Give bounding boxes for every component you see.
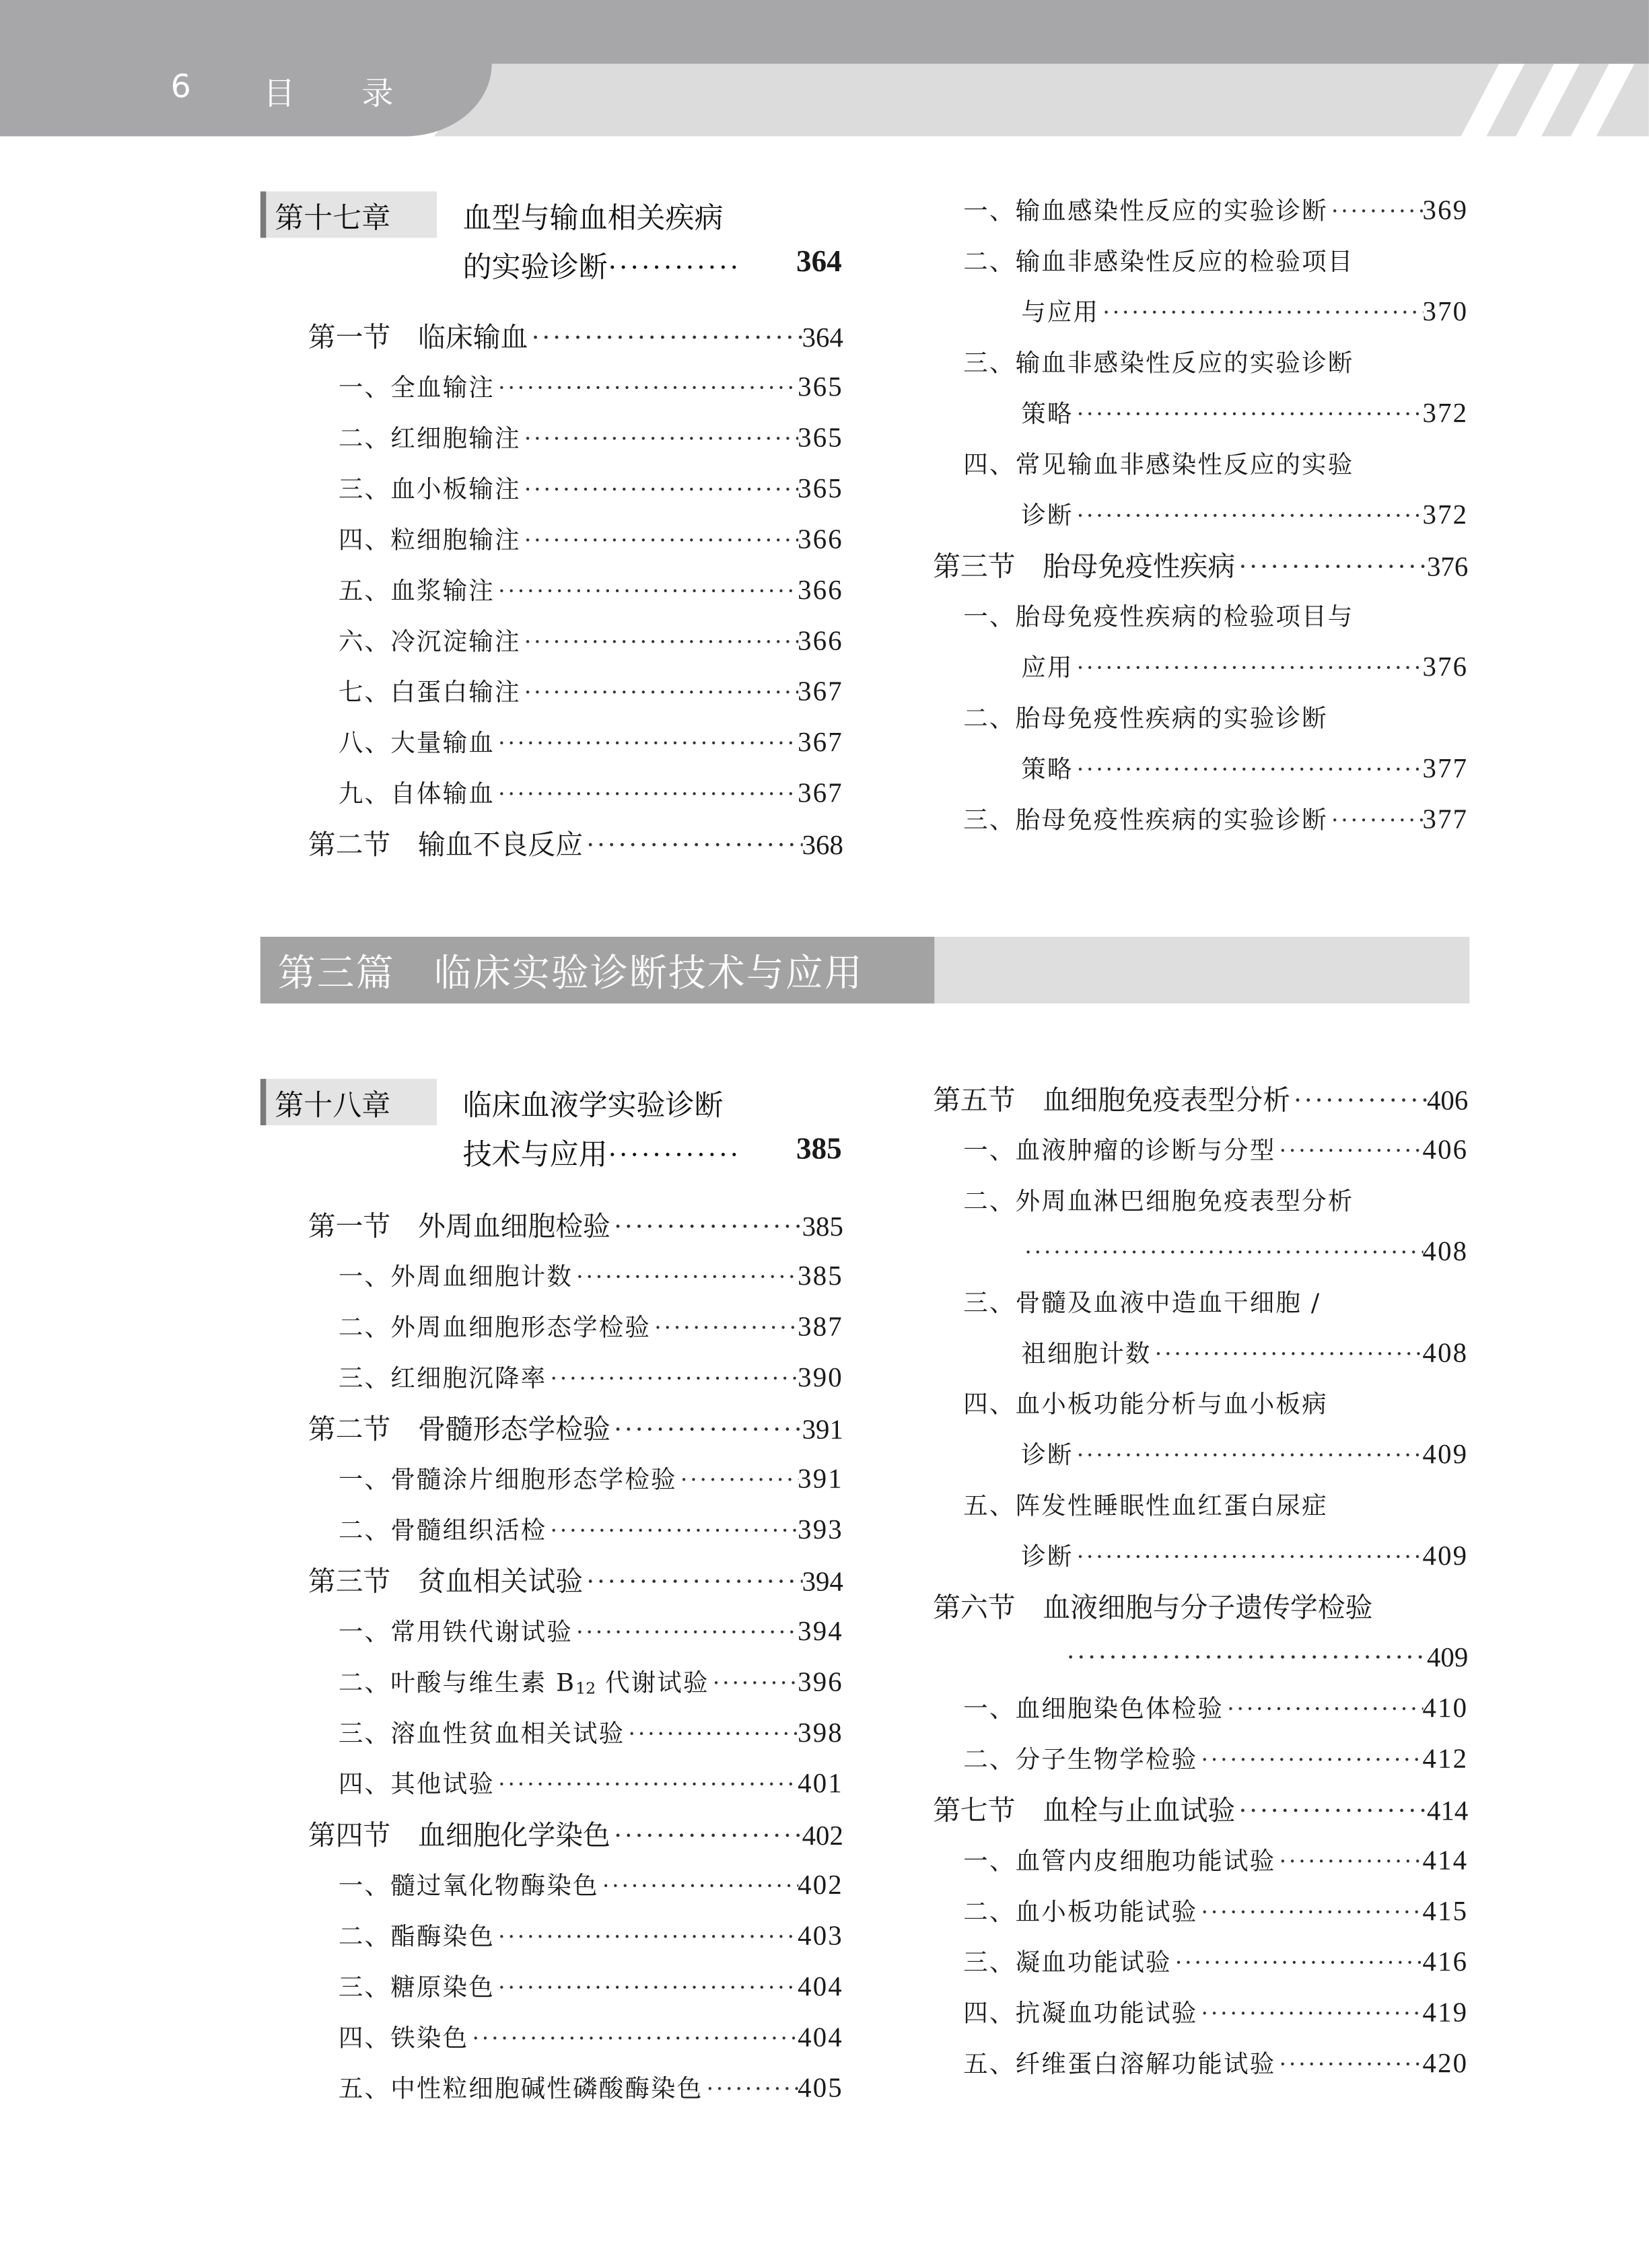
page-ref: 414	[1426, 1796, 1469, 1827]
chapter-title-line2: 的实验诊断	[462, 249, 608, 285]
running-title: 目录	[263, 77, 460, 114]
page-ref: 401	[798, 1769, 843, 1800]
item-title: 三、糖原染色	[338, 1973, 495, 2003]
item-title: 二、酯酶染色	[338, 1923, 495, 1952]
item-title: 三、红细胞沉降率	[338, 1364, 547, 1394]
chapter-title: 血型与输血相关疾病	[462, 200, 724, 236]
leader-dots	[1224, 1688, 1422, 1732]
leader-dots	[528, 318, 802, 361]
chapter-label: 第十八章	[275, 1088, 391, 1123]
toc-item[interactable]	[963, 2043, 1468, 2087]
leader-dots	[495, 1966, 798, 2010]
leader-dots	[1074, 647, 1423, 690]
item-title: 四、粒细胞输注	[338, 526, 521, 556]
page-ref: 367	[798, 728, 843, 758]
leader-dots	[625, 1713, 798, 1757]
leader-dots	[1099, 291, 1422, 335]
leader-dots	[583, 825, 802, 869]
leader-dots	[599, 1865, 798, 1909]
toc-item[interactable]	[339, 2068, 843, 2112]
page-ref: 405	[798, 2074, 843, 2104]
section-title: 第五节 血细胞免疫表型分析	[933, 1084, 1290, 1117]
section-title: 第一节 外周血细胞检验	[308, 1211, 610, 1243]
page-ref: 406	[1426, 1086, 1469, 1117]
leader-dots	[583, 1562, 802, 1606]
toc-item[interactable]	[1021, 495, 1468, 538]
leader-dots	[709, 1662, 798, 1705]
chapter-page: 364	[796, 243, 842, 279]
toc-item[interactable]	[339, 773, 843, 816]
chapter-label: 第十七章	[275, 200, 391, 236]
leader-dots	[1275, 1840, 1422, 1884]
item-title-line1: 三、输血非感染性反应的实验诊断	[963, 349, 1354, 379]
leader-dots	[1328, 190, 1423, 234]
page-ref: 377	[1422, 754, 1469, 785]
toc-item[interactable]	[339, 722, 843, 766]
page-ref: 377	[1422, 804, 1469, 836]
leader-dots	[1063, 1637, 1427, 1681]
item-title: 五、血浆输注	[338, 577, 495, 606]
page-ref: 391	[802, 1415, 843, 1446]
toc-item[interactable]	[339, 418, 843, 462]
toc-section[interactable]	[308, 316, 843, 360]
page-ref: 408	[1422, 1338, 1469, 1370]
item-title-part: 二、叶酸与维生素 B	[338, 1669, 576, 1699]
item-title: 五、中性粒细胞碱性磷酸酶染色	[338, 2075, 703, 2104]
page-number: 6	[170, 69, 191, 106]
toc-item[interactable]	[963, 1840, 1468, 1884]
toc-item[interactable]	[963, 1130, 1468, 1174]
toc-item[interactable]	[339, 1611, 843, 1655]
page-ref: 369	[1422, 195, 1469, 227]
item-title-line1: 一、胎母免疫性疾病的检验项目与	[963, 603, 1354, 633]
toc-item[interactable]	[339, 672, 843, 715]
leader-dots	[521, 621, 798, 664]
page-ref: 365	[798, 372, 843, 404]
leader-dots	[1235, 546, 1427, 590]
item-title-part: 代谢试验	[596, 1669, 709, 1699]
leader-dots	[610, 1816, 802, 1859]
toc-item[interactable]	[963, 1688, 1468, 1732]
toc-section[interactable]	[1063, 1637, 1469, 1681]
leader-dots	[547, 1510, 798, 1553]
toc-section[interactable]	[308, 1814, 843, 1858]
toc-item[interactable]	[339, 1763, 843, 1807]
toc-item[interactable]	[963, 1738, 1468, 1782]
item-title: 一、常用铁代谢试验	[338, 1618, 573, 1647]
toc-item[interactable]	[339, 1966, 843, 2010]
toc-item[interactable]	[339, 1459, 843, 1503]
page-ref: 402	[802, 1821, 843, 1852]
toc-item[interactable]	[963, 1942, 1468, 1985]
page-ref: 406	[1422, 1135, 1469, 1166]
page-ref: 387	[798, 1312, 843, 1343]
toc-section[interactable]	[933, 1789, 1468, 1833]
item-title: 二、血小板功能试验	[963, 1898, 1198, 1927]
leader-dots	[1074, 393, 1423, 437]
item-title-line1: 三、骨髓及血液中造血干细胞 /	[963, 1289, 1321, 1318]
toc-item[interactable]	[963, 190, 1468, 234]
leader-dots	[1197, 1738, 1422, 1782]
page-ref: 365	[798, 474, 843, 505]
page-ref: 385	[802, 1212, 843, 1243]
toc-item[interactable]	[1021, 1333, 1468, 1376]
toc-section[interactable]	[308, 1560, 843, 1604]
item-title: 九、自体输血	[338, 780, 495, 810]
page-ref: 416	[1422, 1947, 1469, 1979]
leader-dots	[1074, 1434, 1423, 1478]
page-ref: 414	[1422, 1845, 1469, 1877]
leader-dots	[610, 1409, 802, 1453]
toc-item[interactable]	[1021, 291, 1468, 335]
toc-item[interactable]	[339, 1256, 843, 1300]
item-title: 四、其他试验	[338, 1770, 495, 1800]
item-title: 二、红细胞输注	[338, 425, 521, 454]
page-ref: 393	[798, 1515, 843, 1546]
page-ref: 404	[798, 1972, 843, 2003]
leader-dots: ············	[607, 1139, 741, 1172]
section-title: 第三节 贫血相关试验	[308, 1566, 584, 1598]
toc-item[interactable]	[963, 1993, 1468, 2036]
part-banner-dark	[260, 937, 934, 1003]
toc-section[interactable]	[933, 545, 1468, 589]
item-title: 三、凝血功能试验	[963, 1948, 1172, 1979]
page-ref: 404	[798, 2022, 843, 2054]
leader-dots	[495, 367, 798, 411]
item-title: 策略	[1021, 755, 1074, 785]
item-title-line1: 四、常见输血非感染性反应的实验	[963, 451, 1354, 481]
item-title: 一、骨髓涂片细胞形态学检验	[338, 1466, 677, 1495]
toc-item[interactable]	[339, 621, 843, 664]
item-title: 一、全血输注	[338, 374, 495, 404]
toc-item[interactable]	[339, 2017, 843, 2061]
item-title: 三、血小板输注	[338, 475, 521, 505]
toc-item[interactable]	[339, 1713, 843, 1757]
leader-dots	[547, 1357, 798, 1401]
toc-item[interactable]	[339, 1306, 843, 1350]
leader-dots	[1197, 1993, 1422, 2036]
toc-item[interactable]	[339, 570, 843, 614]
item-title: 二、分子生物学检验	[963, 1746, 1198, 1775]
part-title: 第三篇 临床实验诊断技术与应用	[277, 952, 864, 997]
page-ref: 409	[1422, 1440, 1469, 1470]
page-ref: 420	[1422, 2049, 1469, 2080]
page-ref: 409	[1422, 1541, 1469, 1572]
page-ref: 410	[1422, 1693, 1469, 1724]
leader-dots	[1074, 748, 1423, 792]
page-ref: 372	[1422, 398, 1469, 429]
toc-item[interactable]	[339, 1662, 843, 1705]
toc-item[interactable]	[1021, 1536, 1468, 1580]
page-ref: 372	[1422, 500, 1469, 531]
leader-dots	[1021, 1231, 1422, 1275]
item-title: 诊断	[1021, 1441, 1074, 1470]
item-title: 六、冷沉淀输注	[338, 627, 521, 658]
toc-item[interactable]	[339, 1865, 843, 1909]
page-ref: 365	[798, 423, 843, 454]
toc-item[interactable]	[963, 1891, 1468, 1935]
leader-dots	[521, 468, 798, 512]
toc-item[interactable]	[339, 1915, 843, 1959]
item-title	[339, 1662, 709, 1711]
toc-item[interactable]	[339, 367, 843, 411]
item-title-line1: 二、外周血淋巴细胞免疫表型分析	[963, 1187, 1354, 1217]
item-title: 四、抗凝血功能试验	[963, 1999, 1198, 2029]
page-ref: 391	[798, 1464, 843, 1495]
toc-item[interactable]	[339, 1357, 843, 1401]
toc-section[interactable]	[308, 1408, 843, 1452]
toc-item[interactable]	[963, 799, 1468, 843]
chapter-title-line2: 技术与应用	[462, 1137, 608, 1172]
part-banner	[260, 937, 1470, 1003]
item-title: 策略	[1021, 400, 1074, 429]
page-ref: 366	[798, 626, 843, 658]
leader-dots	[495, 570, 798, 614]
page-ref: 409	[1426, 1643, 1469, 1674]
page-ref: 367	[798, 779, 843, 810]
leader-dots	[468, 2017, 798, 2061]
item-title: 一、髓过氧化物酶染色	[338, 1872, 599, 1901]
page-ref: 396	[798, 1667, 843, 1699]
toc-item[interactable]	[1021, 1434, 1468, 1478]
leader-dots	[1074, 1536, 1423, 1580]
item-title: 与应用	[1021, 298, 1100, 328]
leader-dots	[703, 2068, 798, 2112]
toc-item[interactable]	[339, 1510, 843, 1553]
toc-section[interactable]	[308, 824, 843, 867]
page-ref: 408	[1422, 1236, 1469, 1268]
toc-item[interactable]	[1021, 647, 1468, 690]
item-title: 一、血细胞染色体检验	[963, 1695, 1224, 1724]
page-ref: 390	[798, 1363, 843, 1394]
header-dark-tab	[0, 0, 492, 137]
leader-dots	[495, 722, 798, 766]
toc-item[interactable]	[1021, 393, 1468, 437]
leader-dots	[1152, 1333, 1423, 1376]
chapter-title-cont	[463, 244, 740, 285]
leader-dots	[521, 519, 798, 563]
page-ref: 394	[798, 1617, 843, 1647]
leader-dots	[610, 1207, 802, 1250]
chapter-title: 临床血液学实验诊断	[462, 1088, 724, 1123]
chapter-marker	[260, 191, 267, 238]
item-title-line1: 五、阵发性睡眠性血红蛋白尿症	[963, 1492, 1328, 1522]
item-title: 五、纤维蛋白溶解功能试验	[963, 2050, 1276, 2080]
item-title: 八、大量输血	[338, 729, 495, 758]
toc-section[interactable]	[308, 1205, 843, 1249]
page-ref: 370	[1422, 297, 1469, 328]
page-ref: 376	[1422, 652, 1469, 683]
leader-dots	[1275, 1130, 1422, 1174]
page-ref: 366	[798, 525, 843, 556]
page-ref: 366	[798, 575, 843, 606]
leader-dots	[677, 1459, 798, 1503]
page-ref: 398	[798, 1718, 843, 1749]
section-title: 第四节 血细胞化学染色	[308, 1820, 610, 1852]
chapter-marker	[260, 1079, 267, 1125]
item-title-line1: 二、胎母免疫性疾病的实验诊断	[963, 705, 1328, 734]
toc-section[interactable]	[933, 1079, 1468, 1123]
page-ref: 368	[802, 830, 843, 861]
section-title: 第六节 血液细胞与分子遗传学检验	[933, 1592, 1373, 1625]
page-ref: 364	[802, 323, 843, 354]
leader-dots	[1275, 2043, 1422, 2087]
chapter-heading[interactable]	[260, 191, 842, 293]
leader-dots	[573, 1256, 798, 1300]
item-title: 三、胎母免疫性疾病的实验诊断	[963, 806, 1328, 836]
page-ref: 385	[798, 1261, 843, 1292]
item-title: 七、白蛋白输注	[338, 678, 521, 708]
chapter-title-cont	[463, 1131, 740, 1173]
item-title: 诊断	[1021, 501, 1074, 531]
toc-item[interactable]	[1021, 1231, 1468, 1275]
item-title: 一、血管内皮细胞功能试验	[963, 1847, 1276, 1877]
leader-dots	[1172, 1942, 1423, 1985]
subscript: 12	[575, 1679, 596, 1699]
item-title: 一、血液肿瘤的诊断与分型	[963, 1137, 1276, 1166]
leader-dots	[495, 773, 798, 816]
item-title: 祖细胞计数	[1021, 1339, 1152, 1370]
chapter-page: 385	[796, 1131, 842, 1166]
toc-item[interactable]	[339, 519, 843, 563]
toc-item[interactable]	[339, 468, 843, 512]
item-title: 二、骨髓组织活检	[338, 1516, 547, 1546]
item-title-line1: 二、输血非感染性反应的检验项目	[963, 248, 1354, 277]
item-title: 一、输血感染性反应的实验诊断	[963, 197, 1328, 227]
item-title: 诊断	[1021, 1543, 1074, 1572]
section-title: 第一节 临床输血	[308, 322, 528, 354]
leader-dots	[521, 672, 798, 715]
page-ref: 367	[798, 677, 843, 708]
page-ref: 394	[802, 1567, 843, 1598]
page-ref: 412	[1422, 1744, 1469, 1775]
chapter-heading[interactable]	[260, 1079, 842, 1180]
leader-dots	[521, 418, 798, 462]
page-ref: 403	[798, 1921, 843, 1952]
section-title: 第三节 胎母免疫性疾病	[933, 551, 1236, 583]
page-ref: 402	[798, 1870, 843, 1901]
section-title: 第二节 骨髓形态学检验	[308, 1413, 610, 1446]
section-title: 第二节 输血不良反应	[308, 829, 584, 861]
leader-dots	[651, 1306, 798, 1350]
toc-item[interactable]	[1021, 748, 1468, 792]
page-ref: 415	[1422, 1897, 1469, 1927]
item-title: 二、外周血细胞形态学检验	[338, 1314, 652, 1343]
item-title-line1: 四、血小板功能分析与血小板病	[963, 1390, 1328, 1420]
page-ref: 419	[1422, 1998, 1469, 2029]
leader-dots	[1197, 1891, 1422, 1935]
leader-dots	[1328, 799, 1423, 843]
leader-dots: ············	[607, 252, 741, 285]
section-title: 第七节 血栓与止血试验	[933, 1795, 1236, 1827]
leader-dots	[495, 1763, 798, 1807]
page-ref: 376	[1426, 552, 1469, 583]
item-title: 一、外周血细胞计数	[338, 1263, 573, 1292]
leader-dots	[1290, 1080, 1427, 1124]
item-title: 应用	[1021, 653, 1074, 683]
leader-dots	[495, 1915, 798, 1959]
leader-dots	[573, 1611, 798, 1655]
leader-dots	[1235, 1791, 1427, 1835]
item-title: 三、溶血性贫血相关试验	[338, 1720, 625, 1749]
leader-dots	[1074, 495, 1423, 538]
item-title: 四、铁染色	[338, 2024, 469, 2054]
